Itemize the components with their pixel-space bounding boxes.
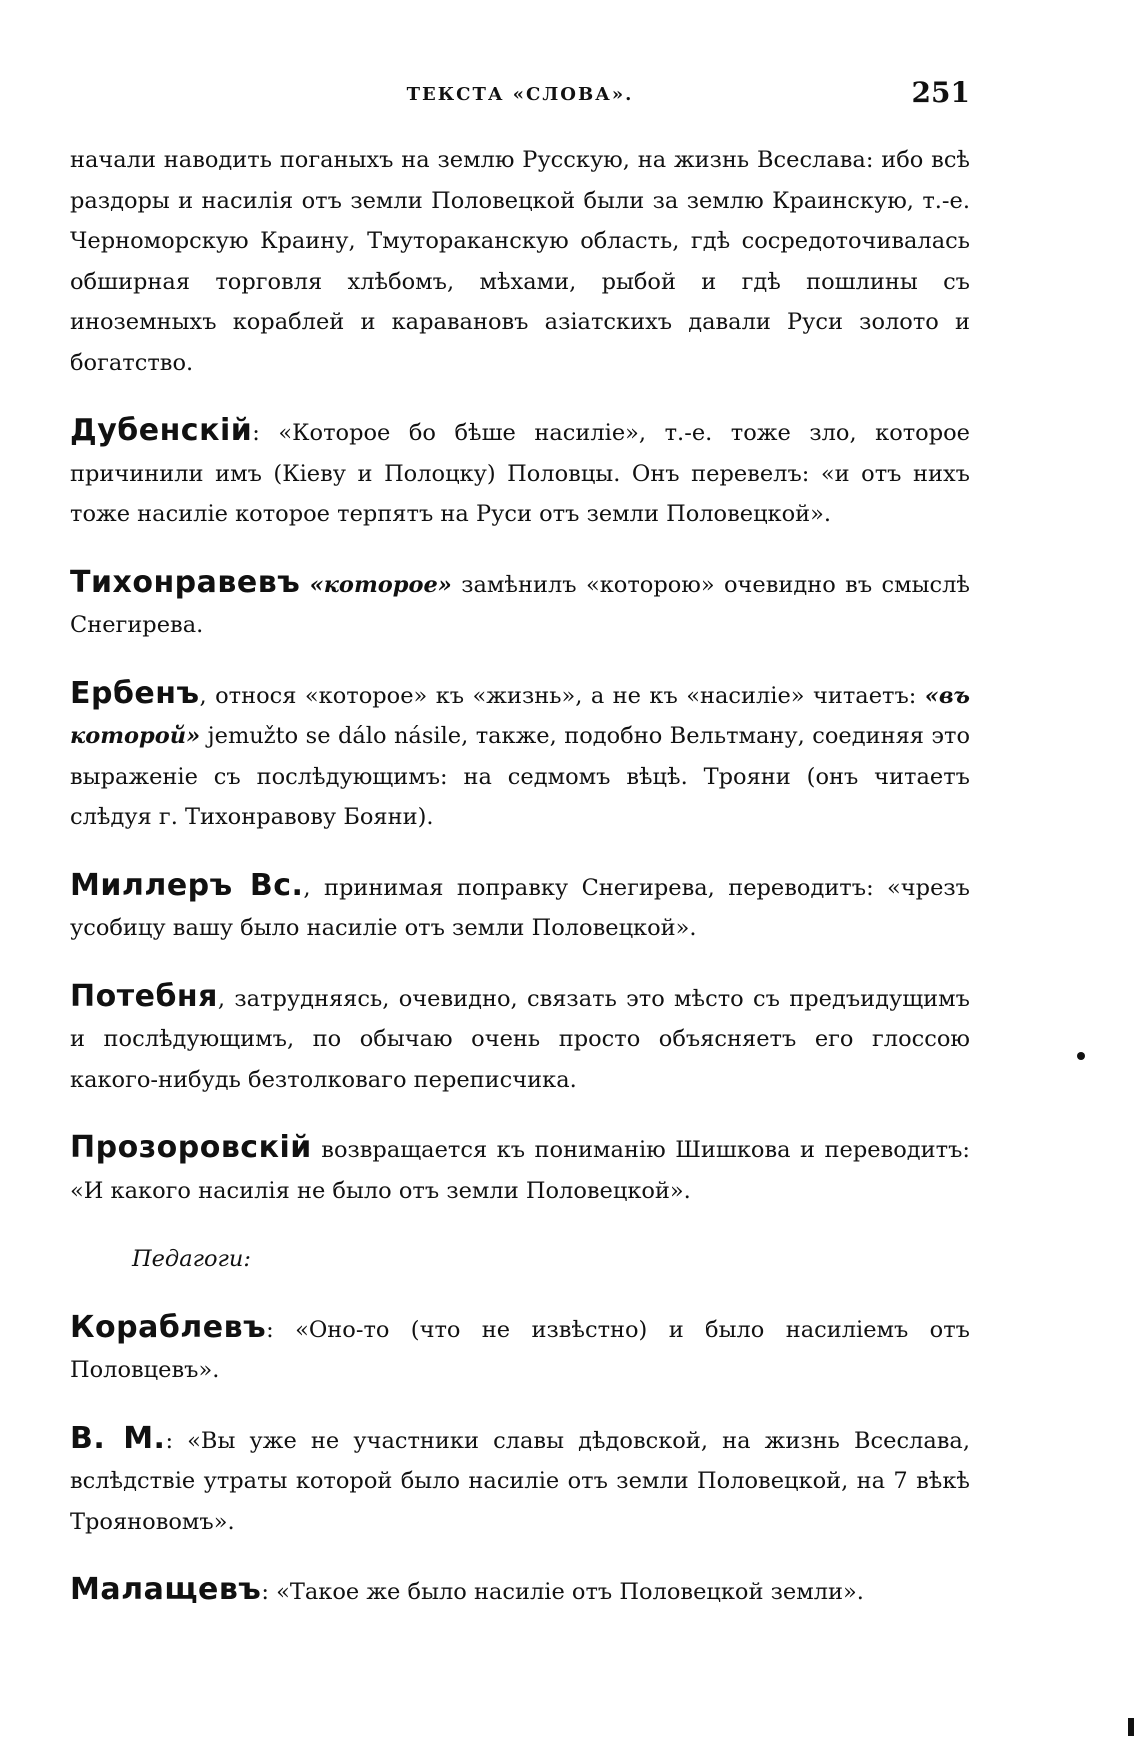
author-name: Тихонравевъ xyxy=(70,564,301,600)
quoted-word: «въ которой» xyxy=(70,682,970,749)
section-label: Педагоги: xyxy=(132,1246,251,1272)
author-name: Ербенъ xyxy=(70,675,200,711)
paragraph-1: начали наводить поганыхъ на землю Русскую, на жизнь Всеслава: ибо всѣ раздоры и насилія отъ земли Половецкой были за землю Краинскую, т.-е. Черноморскую Краину, Тмутораканскую область, гдѣ сосредоточивалась обширная торговля хлѣбомъ, мѣхами, рыбой и гдѣ пошлины съ иноземныхъ кораблей и каравановъ азіатскихъ давали Руси золото и богатство. xyxy=(70,147,970,376)
paragraph-text: : «Такое же было насиліе отъ Половецкой земли». xyxy=(261,1579,864,1605)
paragraph-text: , относя «которое» къ «жизнь», а не къ «насиліе» читаетъ: xyxy=(199,682,925,709)
page-number: 251 xyxy=(911,76,970,109)
author-name: Потебня xyxy=(70,978,218,1014)
paragraph-miller xyxy=(70,866,970,949)
author-name: Прозоровскій xyxy=(70,1130,312,1165)
paragraph-prozorovsky xyxy=(70,1128,970,1211)
author-name: Малащевъ xyxy=(70,1572,262,1607)
paragraph-pedagogues-label xyxy=(70,1239,970,1280)
margin-speck xyxy=(1077,1052,1085,1060)
author-name: В. М. xyxy=(70,1420,166,1456)
paragraph-text: , затрудняясь, очевидно, связать это мѣсто съ предъидущимъ и послѣдующимъ, по обычаю очень просто объясняетъ его глоссою какого-нибудь безтолковаго переписчика. xyxy=(70,985,970,1093)
quoted-word: «которое» xyxy=(309,571,452,598)
paragraph-erben xyxy=(70,674,970,838)
paragraph-korablev xyxy=(70,1308,970,1391)
author-name: Миллеръ Вс. xyxy=(70,867,304,903)
paragraph-text-continued: jemužto se dálo násile, также, подобно Вельтману, соединяя это выраженіе съ послѣдующимъ: на седмомъ вѣцѣ. Трояни (онъ читаетъ слѣдуя г. Тихонравову Бояни). xyxy=(70,723,970,830)
book-page xyxy=(70,72,970,1613)
paragraph-text: возвращается къ пониманію Шишкова и переводитъ: «И какого насилія не было отъ земли Половецкой». xyxy=(70,1137,970,1204)
paragraph-text: , принимая поправку Снегирева, переводитъ: «чрезъ усобицу вашу было насиліе отъ земли Половецкой». xyxy=(70,874,970,941)
paragraph-vm xyxy=(70,1419,970,1543)
paragraph-dubensky xyxy=(70,411,970,535)
page-header xyxy=(70,72,970,112)
paragraph-malashchev xyxy=(70,1570,970,1613)
author-name: Кораблевъ xyxy=(70,1309,267,1345)
author-name: Дубенскій xyxy=(70,413,253,448)
edge-speck xyxy=(1128,1718,1134,1736)
paragraph-text: замѣнилъ «которою» очевидно въ смыслѣ Снегирева. xyxy=(70,571,970,638)
paragraph-tikhonravov xyxy=(70,563,970,646)
paragraph-text: : «Оно-то (что не извѣстно) и было насиліемъ отъ Половцевъ». xyxy=(70,1316,970,1383)
paragraph-text: : «Вы уже не участники славы дѣдовской, на жизнь Всеслава, вслѣдствіе утраты которой было насиліе отъ земли Половецкой, на 7 вѣкѣ Трояновомъ». xyxy=(70,1427,970,1535)
running-head: ТЕКСТА «СЛОВА». xyxy=(406,84,634,105)
paragraph-potebnya xyxy=(70,977,970,1101)
paragraph-text: : «Которое бо бѣше насиліе», т.-е. тоже зло, которое причинили имъ (Кіеву и Полоцку) Половцы. Онъ перевелъ: «и отъ нихъ тоже насиліе которое терпятъ на Руси отъ земли Половецкой». xyxy=(70,420,970,527)
